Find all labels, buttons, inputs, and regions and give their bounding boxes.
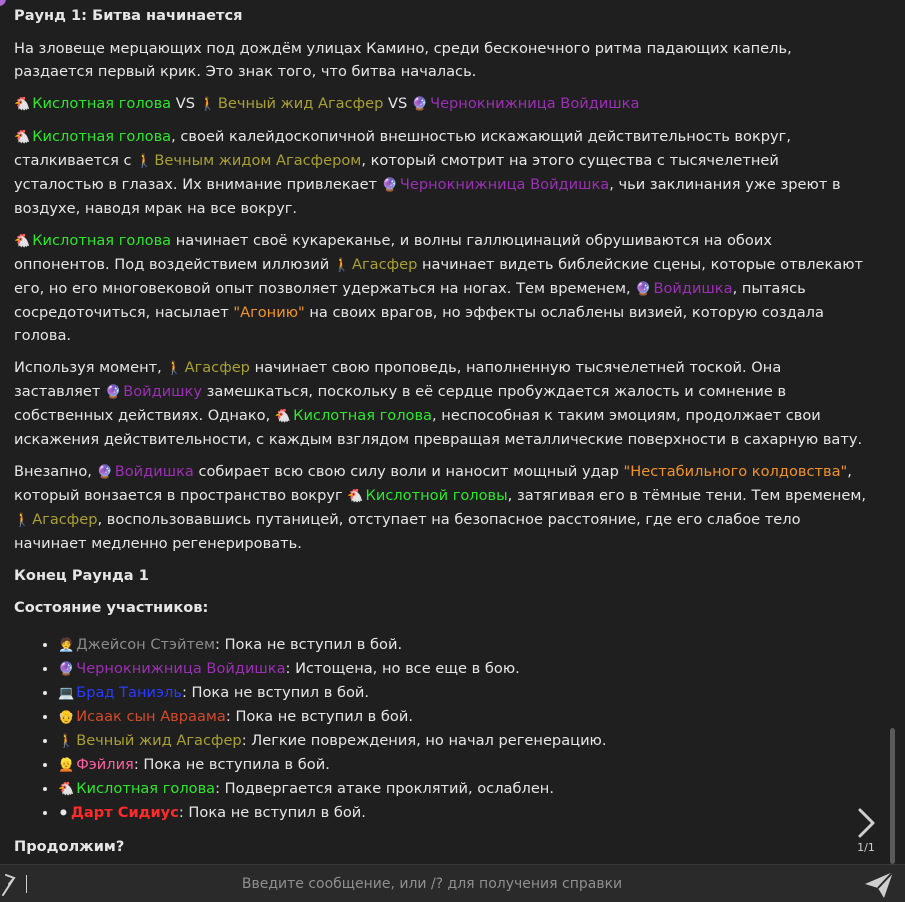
- name-voidishka: Войдишку: [123, 383, 202, 400]
- crystal-ball-icon: 🔮: [381, 178, 398, 193]
- message-input[interactable]: [40, 869, 824, 899]
- paperclip-icon[interactable]: [0, 871, 18, 897]
- participant-status: : Подвергается атаке проклятий, ослаблен.: [215, 780, 554, 797]
- crystal-ball-icon: 🔮: [96, 465, 113, 480]
- intro-paragraph: На зловеще мерцающих под дождём улицах Камино, среди бесконечного ритма падающих капель, раздается первый крик. Это знак того, что битва началась.: [14, 40, 792, 80]
- text-cursor: [26, 875, 27, 893]
- office-worker-icon: 🧑‍💼: [58, 638, 75, 653]
- participant-status: : Пока не вступил в бой.: [225, 708, 413, 725]
- input-bar: [0, 864, 905, 902]
- text: , чьи заклинания уже зреют в воздухе, наводя мрак на все вокруг.: [14, 176, 841, 217]
- list-item: [58, 801, 872, 825]
- battle-paragraph-2: [14, 229, 872, 347]
- chevron-right-icon[interactable]: [853, 806, 879, 840]
- name-acid-head: Кислотная голова: [293, 407, 433, 424]
- chicken-icon: 🐔: [274, 409, 292, 424]
- spell-agony: "Агонию": [233, 304, 305, 321]
- list-item: [58, 657, 872, 681]
- end-round-heading: Конец Раунда 1: [14, 567, 149, 584]
- old-man-icon: 👴: [58, 710, 75, 725]
- walking-man-icon: 🚶: [199, 97, 216, 112]
- versus-line: [14, 92, 872, 116]
- participant-name: Брад Таниэль: [76, 684, 182, 701]
- text: , пытаясь сосредоточиться, насылает: [14, 280, 806, 321]
- participant-status: : Пока не вступил в бой.: [178, 804, 366, 821]
- fighter-acid-head: Кислотная голова: [32, 95, 172, 112]
- paper-plane-icon[interactable]: [862, 870, 896, 900]
- vs-label: VS: [387, 95, 408, 112]
- crystal-ball-icon: 🔮: [411, 97, 429, 112]
- list-item: [58, 633, 872, 657]
- text: , воспользовавшись путаницей, отступает на безопасное расстояние, где его слабое тело начинает медленно регенерировать.: [14, 511, 801, 552]
- text: начинает своё кукареканье, и волны галлюцинаций обрушиваются на обоих оппонентов. Под воздействием иллюзий: [14, 232, 772, 273]
- text: , который вонзается в пространство вокруг: [14, 463, 852, 504]
- text: на своих врагов, но эффекты ослаблены визией, которую создала голова.: [14, 304, 824, 344]
- battle-paragraph-1: [14, 125, 872, 220]
- list-item: [58, 753, 872, 777]
- continue-prompt: Продолжим?: [14, 838, 125, 855]
- walking-man-icon: 🚶: [136, 154, 153, 169]
- participant-status: : Пока не вступила в бой.: [133, 756, 330, 773]
- name-acid-head: Кислотная голова: [32, 128, 172, 145]
- spell-unstable-sorcery: "Нестабильного колдовства": [623, 463, 848, 480]
- participant-status: : Пока не вступил в бой.: [215, 636, 403, 653]
- name-voidishka: Войдишка: [114, 463, 194, 480]
- text: начинает свою проповедь, наполненную тысячелетней тоской. Она заставляет: [14, 359, 782, 400]
- crystal-ball-icon: 🔮: [105, 385, 122, 400]
- walking-man-icon: 🚶: [14, 513, 31, 528]
- page-indicator: 1/1: [857, 841, 875, 854]
- crystal-ball-icon: 🔮: [635, 282, 652, 297]
- text: замешкаться, поскольку в её сердце пробуждается жалость и сомнение в собственных действиях. Однако,: [14, 383, 787, 424]
- list-item: [58, 681, 872, 705]
- name-acid-head: Кислотной головы: [365, 487, 508, 504]
- crystal-ball-icon: 🔮: [58, 662, 75, 677]
- participant-name: Чернокнижница Войдишка: [76, 660, 286, 677]
- text: Внезапно,: [14, 463, 97, 480]
- status-heading: Состояние участников:: [14, 599, 209, 616]
- laptop-icon: 💻: [58, 686, 75, 701]
- participant-name: Джейсон Стэйтем: [76, 636, 216, 653]
- participant-status: : Пока не вступил в бой.: [181, 684, 370, 701]
- text: , своей калейдоскопичной внешностью искажающий действительность вокруг, сталкивается с: [14, 128, 791, 169]
- fighter-voidishka: Чернокнижница Войдишка: [430, 95, 640, 112]
- chicken-icon: 🐔: [14, 234, 31, 249]
- battle-paragraph-4: [14, 460, 872, 555]
- participant-status: : Истощена, но все еще в бою.: [285, 660, 520, 677]
- black-circle-icon: ⚫: [58, 806, 69, 821]
- fighter-ahasuerus: Вечный жид Агасфер: [217, 95, 384, 112]
- participant-name: Кислотная голова: [76, 780, 216, 797]
- chicken-icon: 🐔: [14, 97, 31, 112]
- text: Используя момент,: [14, 359, 167, 376]
- name-ahasuerus: Агасфер: [352, 256, 418, 273]
- list-item: [58, 729, 872, 753]
- battle-paragraph-3: [14, 356, 872, 451]
- name-voidishka: Войдишка: [653, 280, 733, 297]
- chicken-icon: 🐔: [347, 489, 364, 504]
- text: собирает всю свою силу воли и наносит мощный удар: [193, 463, 624, 480]
- text: , неспособная к таким эмоциям, продолжает свои искажения действительности, с каждым взглядом превращая металлические поверхности в сахарную вату.: [14, 407, 863, 448]
- participant-name: Фэйлия: [76, 756, 134, 773]
- blond-person-icon: 👱: [58, 758, 75, 773]
- chicken-icon: 🐔: [58, 782, 75, 797]
- list-item: [58, 705, 872, 729]
- name-ahasuerus: Вечным жидом Агасфером: [154, 152, 362, 169]
- name-ahasuerus: Агасфер: [32, 511, 98, 528]
- walking-man-icon: 🚶: [333, 258, 351, 273]
- text: , затягивая его в тёмные тени. Тем временем,: [507, 487, 866, 504]
- walking-man-icon: 🚶: [58, 734, 75, 749]
- name-ahasuerus: Агасфер: [184, 359, 250, 376]
- text: начинает видеть библейские сцены, которые отвлекают его, но его многовековой опыт позволяет удержаться на ногах. Тем временем,: [14, 256, 864, 297]
- participant-name: Исаак сын Авраама: [76, 708, 226, 725]
- scrollbar-thumb[interactable]: [890, 728, 895, 864]
- round-title: Раунд 1: Битва начинается: [14, 7, 243, 24]
- walking-man-icon: 🚶: [166, 361, 183, 376]
- vs-label: VS: [175, 95, 196, 112]
- text: , который смотрит на этого существа с тысячелетней усталостью в глазах. Их внимание привлекает: [14, 152, 779, 193]
- participant-name: Вечный жид Агасфер: [76, 732, 242, 749]
- list-item: [58, 777, 872, 801]
- participant-status: : Легкие повреждения, но начал регенерацию.: [241, 732, 607, 749]
- participants-list: [14, 633, 872, 825]
- name-acid-head: Кислотная голова: [32, 232, 172, 249]
- chicken-icon: 🐔: [14, 130, 31, 145]
- participant-name: Дарт Сидиус: [70, 804, 179, 821]
- name-voidishka: Чернокнижница Войдишка: [399, 176, 610, 193]
